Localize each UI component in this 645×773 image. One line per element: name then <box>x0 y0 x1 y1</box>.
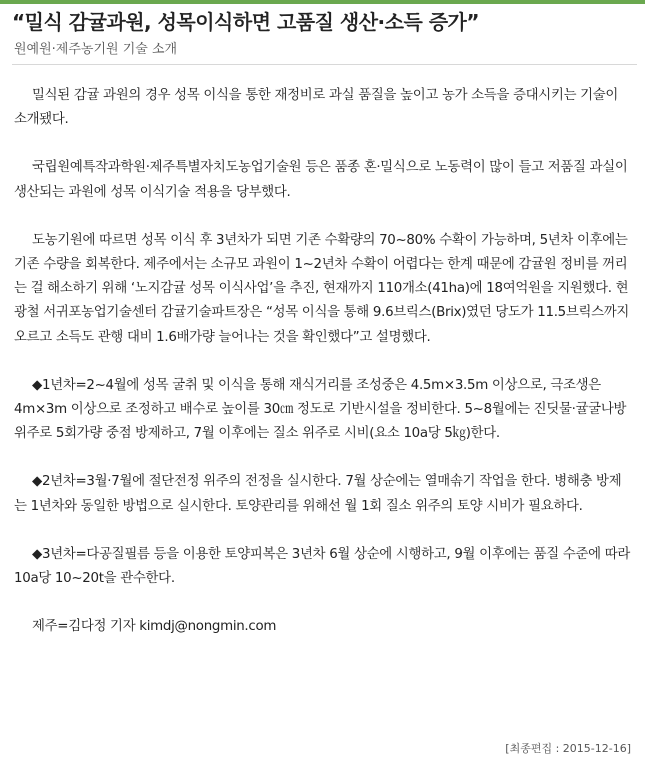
paragraph-recommendation: 국립원예특작과학원·제주특별자치도농업기술원 등은 품종 혼·밀식으로 노동력이 많이 들고 저품질 과실이 생산되는 과원에 성목 이식기술 적용을 당부했다. <box>14 160 628 200</box>
paragraph-year-2: ◆2년차=3월·7월에 절단전정 위주의 전정을 실시한다. 7월 상순에는 열매솎기 작업을 한다. 병해충 방제는 1년차와 동일한 방법으로 실시한다. 토양관리를 위해선 월 1회 질소 위주의 토양 시비가 필요하다. <box>14 474 622 514</box>
top-accent-bar <box>0 0 645 4</box>
byline: 제주=김다정 기자 kimdj@nongmin.com <box>32 619 277 635</box>
paragraph-year-3: ◆3년차=다공질필름 등을 이용한 토양피복은 3년차 6월 상순에 시행하고, 9월 이후에는 품질 수준에 따라 10a당 10~20t을 관수한다. <box>14 546 631 587</box>
article-subtitle: 원예원·제주농기원 기술 소개 <box>14 42 178 57</box>
paragraph-details: 도농기원에 따르면 성목 이식 후 3년차가 되면 기존 수확량의 70~80% 수확이 가능하며, 5년차 이후에는 기존 수량을 회복한다. 제주에서는 소규모 과원이 1~2년차 수확이 어렵다는 한계 때문에 감귤원 정비를 꺼리는 걸 해소하기 위해 ‘노지감귤 성목 이식사업’을 추진, 현재까지 110개소(41ha)에 18여억원을 지원했다. 현광철 서귀포농업기술센터 감귤기술파트장은 “성목 이식을 통해 9.6브릭스(Brix)였던 당도가 11.5브릭스까지 오르고 소득도 관행 대비 1.6배가량 늘어나는 것을 확인했다”고 설명했다. <box>14 232 630 345</box>
paragraph-year-1: ◆1년차=2~4월에 성목 굴취 및 이식을 통해 재식거리를 조성중은 4.5m×3.5m 이상으로, 극조생은 4m×3m 이상으로 조정하고 배수로 높이를 30㎝ 정도로 기반시설을 정비한다. 5~8월에는 진딧물·귤굴나방 위주로 5회가량 중점 방제하고, 7월 이후에는 질소 위주로 시비(요소 10a당 5㎏)한다. <box>14 377 627 442</box>
article-title: “밀식 감귤과원, 성목이식하면 고품질 생산·소득 증가” <box>12 10 480 34</box>
paragraph-intro: 밀식된 감귤 과원의 경우 성목 이식을 통한 재정비로 과실 품질을 높이고 농가 소득을 증대시키는 기술이 소개됐다. <box>14 88 619 128</box>
article-body <box>14 84 630 663</box>
last-edited-date: [최종편집 : 2015-12-16] <box>505 742 631 755</box>
title-divider <box>12 64 637 65</box>
